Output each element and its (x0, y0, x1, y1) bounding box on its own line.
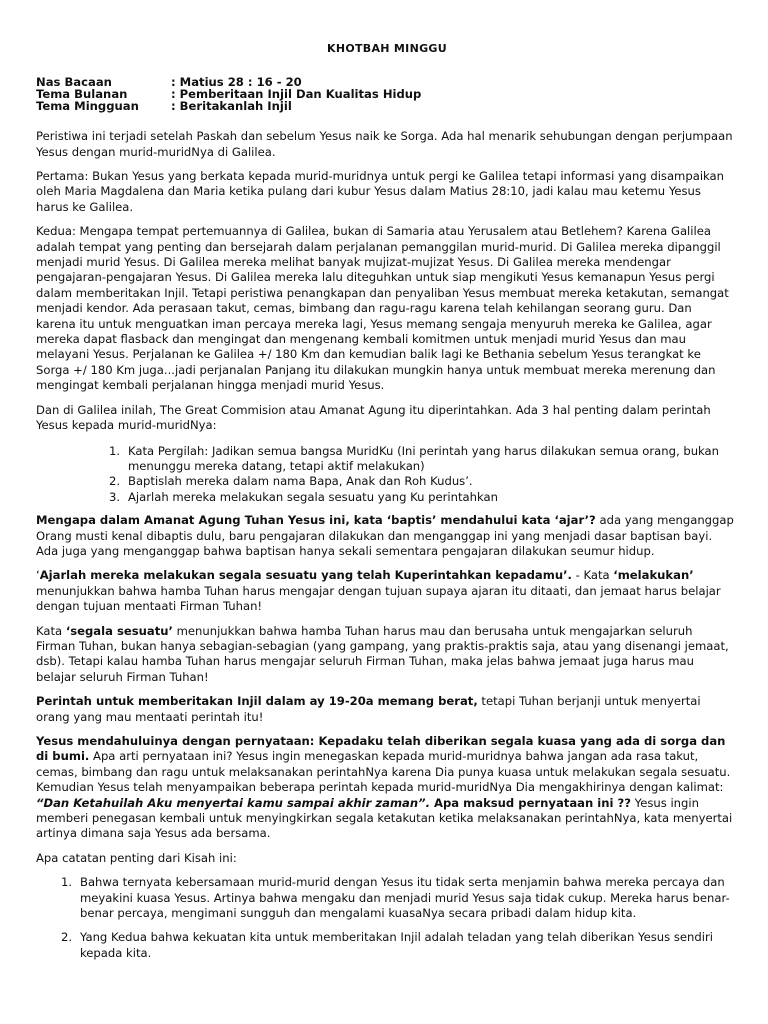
meta-key: Nas Bacaan (36, 75, 112, 90)
yesus-paragraph (36, 734, 734, 842)
commission-list (105, 444, 734, 506)
meta-row-tema-mingguan (36, 98, 734, 113)
segala-sesuatu-paragraph (36, 624, 734, 686)
bold-text: ‘melakukan’ (613, 568, 694, 583)
bold-text: Mengapa dalam Amanat Agung Tuhan Yesus ini, kata ‘baptis’ mendahului kata ‘ajar’? (36, 513, 596, 528)
list-text: Ajarlah mereka melakukan segala sesuatu yang Ku perintahkan (128, 489, 498, 504)
meta-value: : Pemberitaan Injil Dan Kualitas Hidup (171, 87, 422, 101)
body-text: ada yang menganggap Orang musti kenal dibaptis dulu, baru pengajaran dilakukan dan menganggap ini yang menjadi dasar baptisan bayi. Ada juga yang menganggap bahwa baptisan hanya sekali sementara pengajaran dilakukan seumur hidup. (36, 513, 734, 558)
bold-text: ‘segala sesuatu’ (65, 623, 173, 638)
body-text: Yesus ingin memberi penegasan kembali untuk menyingkirkan segala ketakutan ketika melaksanakan perintahNya, kata menyertai artinya dimana saja Yesus ada bersama. (36, 795, 733, 841)
list-item (105, 490, 734, 505)
bold-italic-quote: “Dan Ketahuilah Aku menyertai kamu sampai akhir zaman”. (36, 795, 430, 810)
body-text: menunjukkan bahwa hamba Tuhan harus mau dan berusaha untuk mengajarkan seluruh Firman Tuhan, bukan hanya sebagian-sebagian (yang gampang, yang praktis-praktis saja, atau yang disenangi jemaat, dsb). Tetapi kalau hamba Tuhan harus mengajar seluruh Firman Tuhan, maka jelas bahwa jemaat juga harus mau belajar seluruh Firman Tuhan! (36, 623, 729, 684)
list-text: Bahwa ternyata kebersamaan murid-murid dengan Yesus itu tidak serta menjamin bahwa mereka percaya dan meyakini kuasa Yesus. Artinya bahwa mengaku dan menjadi murid Yesus saja tidak cukup. Mereka harus benar-benar percaya, mengimani sungguh dan mengalami kuasaNya secara pribadi dalam hidup kita. (80, 875, 730, 921)
list-number: 3. (108, 489, 120, 504)
open-quote: ‘ (36, 568, 40, 583)
kedua-paragraph: Kedua: Mengapa tempat pertemuannya di Galilea, bukan di Samaria atau Yerusalem atau Betlehem? Karena Galilea adalah tempat yang penting dan bersejarah dalam perjalanan pemanggilan murid-murid. Di Galilea mereka dipanggil menjadi murid Yesus. Di Galilea mereka melihat banyak mujizat-mujizat Yesus. Di Galilea mereka mendengar pengajaran-pengajaran Yesus. Di Galilea mereka lalu diteguhkan untuk siap mengikuti Yesus kemanapun Yesus pergi dalam memberitakan Injil. Tetapi peristiwa penangkapan dan penyaliban Yesus membuat mereka ketakutan, semangat menjadi kendor. Ada perasaan takut, cemas, bimbang dan ragu-ragu karena telah kehilangan seorang guru. Dan karena itu untuk menguatkan iman percaya mereka lagi, Yesus memang sengaja menyuruh mereka ke Galilea, agar mereka dapat flasback dan mengingat dan mengenang kembali komitmen untuk menjadi murid Yesus dan mau melayani Yesus. Perjalanan ke Galilea +/ 180 Km dan kemudian balik lagi ke Bethania sebelum Yesus terangkat ke Sorga +/ 180 Km juga...jadi perjanalan Panjang itu dilakukan mungkin hanya untuk membuat mereka merenung dan mengingat kembali perjalanan hingga menjadi murid Yesus. (36, 224, 729, 393)
meta-key: Tema Bulanan (36, 87, 128, 101)
list-item (105, 444, 734, 475)
meta-row-tema-bulanan (36, 89, 734, 101)
ajarlah-paragraph (36, 568, 734, 614)
bold-text: Ajarlah mereka melakukan segala sesuatu yang telah Kuperintahkan kepadamu’. (39, 568, 572, 583)
body-text: Kata (36, 623, 66, 638)
list-number: 1. (108, 443, 120, 458)
mengapa-paragraph (36, 513, 734, 559)
meta-key: Tema Mingguan (36, 98, 139, 113)
intro-paragraph: Peristiwa ini terjadi setelah Paskah dan sebelum Yesus naik ke Sorga. Ada hal menarik sehubungan dengan perjumpaan Yesus dengan murid-muridNya di Galilea. (36, 129, 733, 159)
list-item (105, 474, 734, 489)
body-text: tetapi Tuhan berjanji untuk menyertai orang yang mau mentaati perintah itu! (36, 694, 701, 724)
list-number: 1. (60, 875, 72, 890)
list-number: 2. (108, 474, 120, 489)
body-text: Apa arti pernyataan ini? Yesus ingin menegaskan kepada murid-muridnya bahwa jangan ada rasa takut, cemas, bimbang dan ragu untuk melaksanakan perintahNya karena Dia punya kuasa untuk melakukan segala sesuatu. Kemudian Yesus telah menyampaikan beberapa perintah kepada murid-muridNya Dia mengakhirinya dengan kalimat: (36, 749, 731, 795)
list-text: Yang Kedua bahwa kekuatan kita untuk memberitakan Injil adalah teladan yang telah diberikan Yesus sendiri kepada kita. (80, 930, 713, 960)
list-number: 2. (60, 930, 72, 945)
catatan-heading: Apa catatan penting dari Kisah ini: (36, 850, 237, 865)
meta-value: : Beritakanlah Injil (171, 98, 292, 113)
document-title: KHOTBAH MINGGU (327, 42, 447, 55)
bold-text: Perintah untuk memberitakan Injil dalam ay 19-20a memang berat, (36, 694, 478, 709)
list-item (58, 875, 734, 921)
pertama-paragraph: Pertama: Bukan Yesus yang berkata kepada murid-muridnya untuk pergi ke Galilea tetapi informasi yang disampaikan oleh Maria Magdalena dan Maria ketika pulang dari kubur Yesus dalam Matius 28:10, jadi kalau mau ketemu Yesus harus ke Galilea. (36, 169, 725, 214)
list-text: Baptislah mereka dalam nama Bapa, Anak dan Roh Kudus’. (128, 474, 473, 489)
body-text: menunjukkan bahwa hamba Tuhan harus mengajar dengan tujuan supaya ajaran itu ditaati, dan jemaat harus belajar dengan tujuan mentaati Firman Tuhan! (36, 583, 721, 614)
list-item (58, 930, 734, 961)
bold-text: Apa maksud pernyataan ini ?? (430, 795, 631, 810)
list-text: Kata Pergilah: Jadikan semua bangsa MuridKu (Ini perintah yang harus dilakukan semua orang, bukan menunggu mereka datang, tetapi aktif melakukan) (128, 443, 720, 473)
body-text: - Kata (571, 568, 614, 583)
sermon-meta (36, 77, 734, 112)
perintah-paragraph (36, 694, 734, 725)
great-commission-paragraph: Dan di Galilea inilah, The Great Commision atau Amanat Agung itu diperintahkan. Ada 3 hal penting dalam perintah Yesus kepada murid-muridNya: (36, 402, 711, 433)
bold-text: Yesus mendahuluinya dengan pernyataan: Kepadaku telah diberikan segala kuasa yang ada di sorga dan di bumi. (36, 734, 726, 764)
meta-value: : Matius 28 : 16 - 20 (171, 75, 302, 90)
notes-list (58, 875, 734, 961)
